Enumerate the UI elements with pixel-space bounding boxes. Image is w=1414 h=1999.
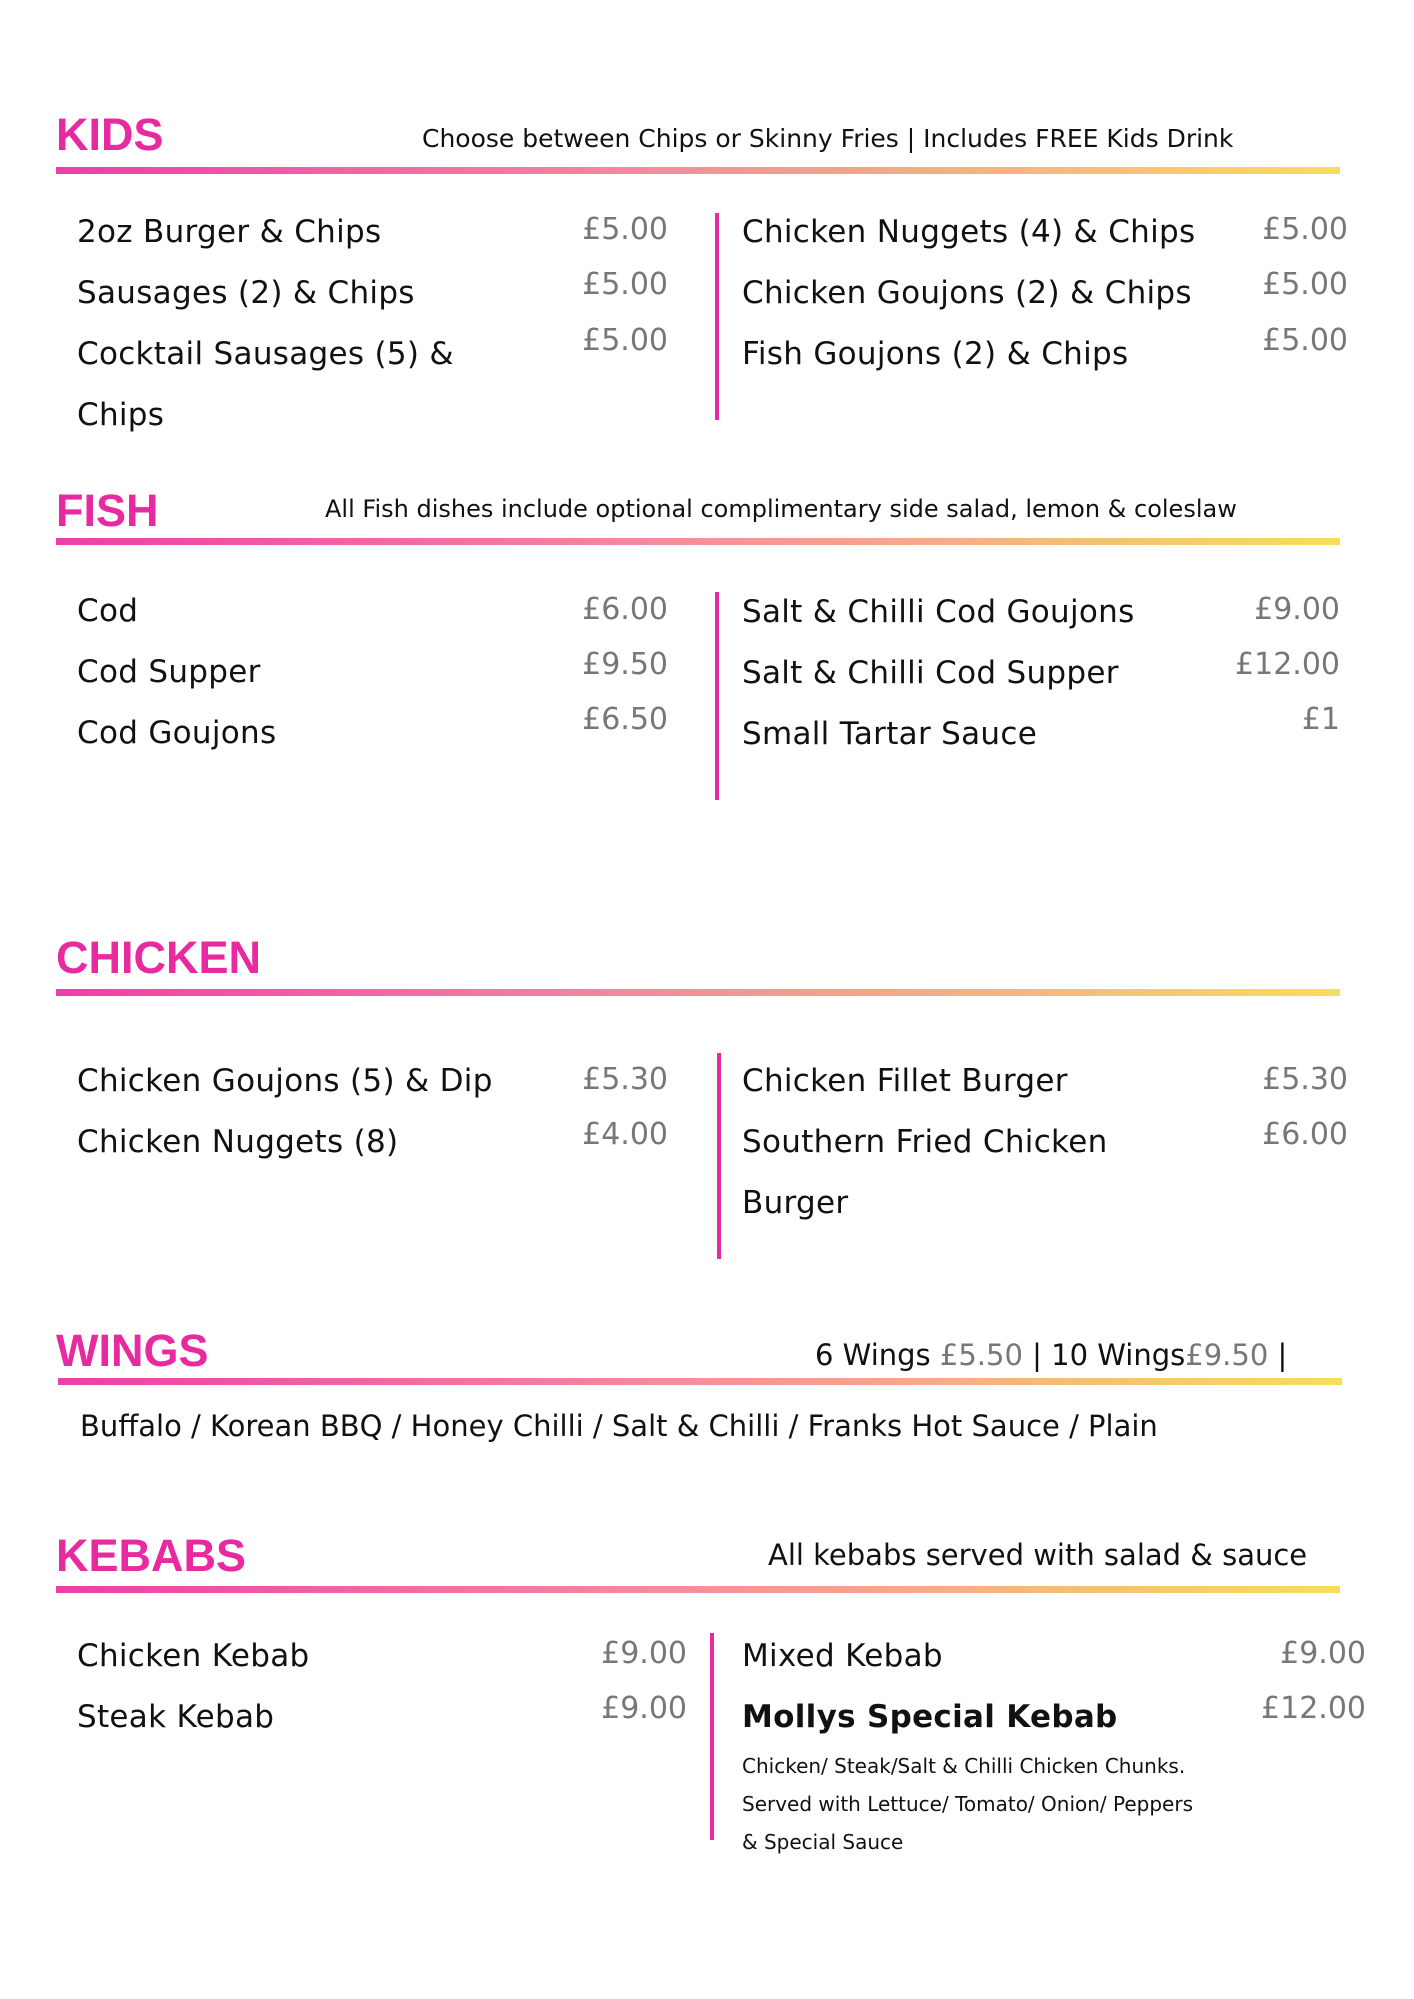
chicken-item-price: £6.00 bbox=[1262, 1117, 1348, 1152]
fish-item-price: £12.00 bbox=[1235, 647, 1340, 682]
chicken-title: CHICKEN bbox=[56, 932, 262, 983]
kids-item-name: Sausages (2) & Chips bbox=[77, 275, 415, 311]
kids-item-name: Cocktail Sausages (5) & bbox=[77, 336, 454, 372]
wings-six-label: 6 Wings bbox=[815, 1338, 931, 1372]
fish-note: All Fish dishes include optional complimentary side salad, lemon & coleslaw bbox=[325, 495, 1237, 523]
kebabs-special-desc-line: Served with Lettuce/ Tomato/ Onion/ Peppers bbox=[742, 1792, 1193, 1816]
kebabs-special-desc-line: & Special Sauce bbox=[742, 1830, 904, 1854]
wings-flavours: Buffalo / Korean BBQ / Honey Chilli / Salt & Chilli / Franks Hot Sauce / Plain bbox=[80, 1409, 1158, 1443]
fish-item-name: Salt & Chilli Cod Goujons bbox=[742, 594, 1135, 630]
chicken-item-name: Chicken Nuggets (8) bbox=[77, 1124, 399, 1160]
chicken-divider-rule bbox=[56, 989, 1340, 996]
kids-item-price: £5.00 bbox=[1262, 212, 1348, 247]
kids-item-name: Fish Goujons (2) & Chips bbox=[742, 336, 1129, 372]
kebabs-item-name: Steak Kebab bbox=[77, 1699, 275, 1735]
chicken-item-price: £4.00 bbox=[582, 1117, 668, 1152]
kebabs-item-name: Chicken Kebab bbox=[77, 1638, 310, 1674]
kebabs-item-price: £9.00 bbox=[1280, 1636, 1366, 1671]
wings-six-price: £5.50 bbox=[939, 1338, 1023, 1372]
kids-item-name-continued: Chips bbox=[77, 397, 165, 433]
chicken-item-name: Chicken Fillet Burger bbox=[742, 1063, 1068, 1099]
kids-divider-rule bbox=[56, 167, 1340, 174]
kids-item-name: 2oz Burger & Chips bbox=[77, 214, 382, 250]
kids-note: Choose between Chips or Skinny Fries | Includes FREE Kids Drink bbox=[422, 124, 1234, 153]
fish-divider-rule bbox=[56, 538, 1340, 545]
kids-title: KIDS bbox=[56, 109, 164, 160]
wings-pricing bbox=[815, 1338, 1287, 1372]
fish-item-name: Salt & Chilli Cod Supper bbox=[742, 655, 1119, 691]
fish-item-price: £6.00 bbox=[582, 592, 668, 627]
kebabs-column-divider bbox=[710, 1633, 714, 1840]
fish-item-name: Small Tartar Sauce bbox=[742, 716, 1038, 752]
fish-item-price: £6.50 bbox=[582, 702, 668, 737]
kids-column-divider bbox=[715, 213, 719, 420]
chicken-item-name-continued: Burger bbox=[742, 1185, 849, 1221]
kids-item-price: £5.00 bbox=[582, 267, 668, 302]
fish-column-divider bbox=[715, 592, 719, 800]
fish-item-price: £9.50 bbox=[582, 647, 668, 682]
kids-item-price: £5.00 bbox=[1262, 323, 1348, 358]
fish-item-price: £9.00 bbox=[1254, 592, 1340, 627]
kebabs-item-name: Mixed Kebab bbox=[742, 1638, 943, 1674]
fish-title: FISH bbox=[56, 485, 159, 536]
kids-item-price: £5.00 bbox=[582, 323, 668, 358]
wings-separator: | bbox=[1277, 1338, 1288, 1372]
chicken-item-name: Southern Fried Chicken bbox=[742, 1124, 1108, 1160]
kebabs-item-price: £12.00 bbox=[1261, 1691, 1366, 1726]
wings-separator: | bbox=[1032, 1338, 1042, 1372]
chicken-column-divider bbox=[717, 1053, 721, 1259]
chicken-item-price: £5.30 bbox=[582, 1062, 668, 1097]
wings-title: WINGS bbox=[56, 1325, 209, 1376]
fish-item-price: £1 bbox=[1301, 702, 1340, 737]
kids-item-price: £5.00 bbox=[1262, 267, 1348, 302]
fish-item-name: Cod Supper bbox=[77, 654, 261, 690]
fish-item-name: Cod Goujons bbox=[77, 715, 277, 751]
fish-item-name: Cod bbox=[77, 593, 139, 629]
kids-item-name: Chicken Nuggets (4) & Chips bbox=[742, 214, 1196, 250]
chicken-item-name: Chicken Goujons (5) & Dip bbox=[77, 1063, 493, 1099]
kebabs-special-name: Mollys Special Kebab bbox=[742, 1699, 1118, 1735]
kebabs-item-price: £9.00 bbox=[601, 1691, 687, 1726]
kebabs-note: All kebabs served with salad & sauce bbox=[768, 1538, 1308, 1572]
kids-item-name: Chicken Goujons (2) & Chips bbox=[742, 275, 1192, 311]
wings-ten-label: 10 Wings bbox=[1051, 1338, 1186, 1372]
kids-item-price: £5.00 bbox=[582, 212, 668, 247]
kebabs-item-price: £9.00 bbox=[601, 1636, 687, 1671]
kebabs-divider-rule bbox=[56, 1586, 1340, 1593]
kebabs-special-desc-line: Chicken/ Steak/Salt & Chilli Chicken Chunks. bbox=[742, 1754, 1186, 1778]
wings-ten-price: £9.50 bbox=[1185, 1338, 1269, 1372]
wings-divider-rule bbox=[58, 1378, 1342, 1385]
kebabs-title: KEBABS bbox=[56, 1530, 247, 1581]
chicken-item-price: £5.30 bbox=[1262, 1062, 1348, 1097]
